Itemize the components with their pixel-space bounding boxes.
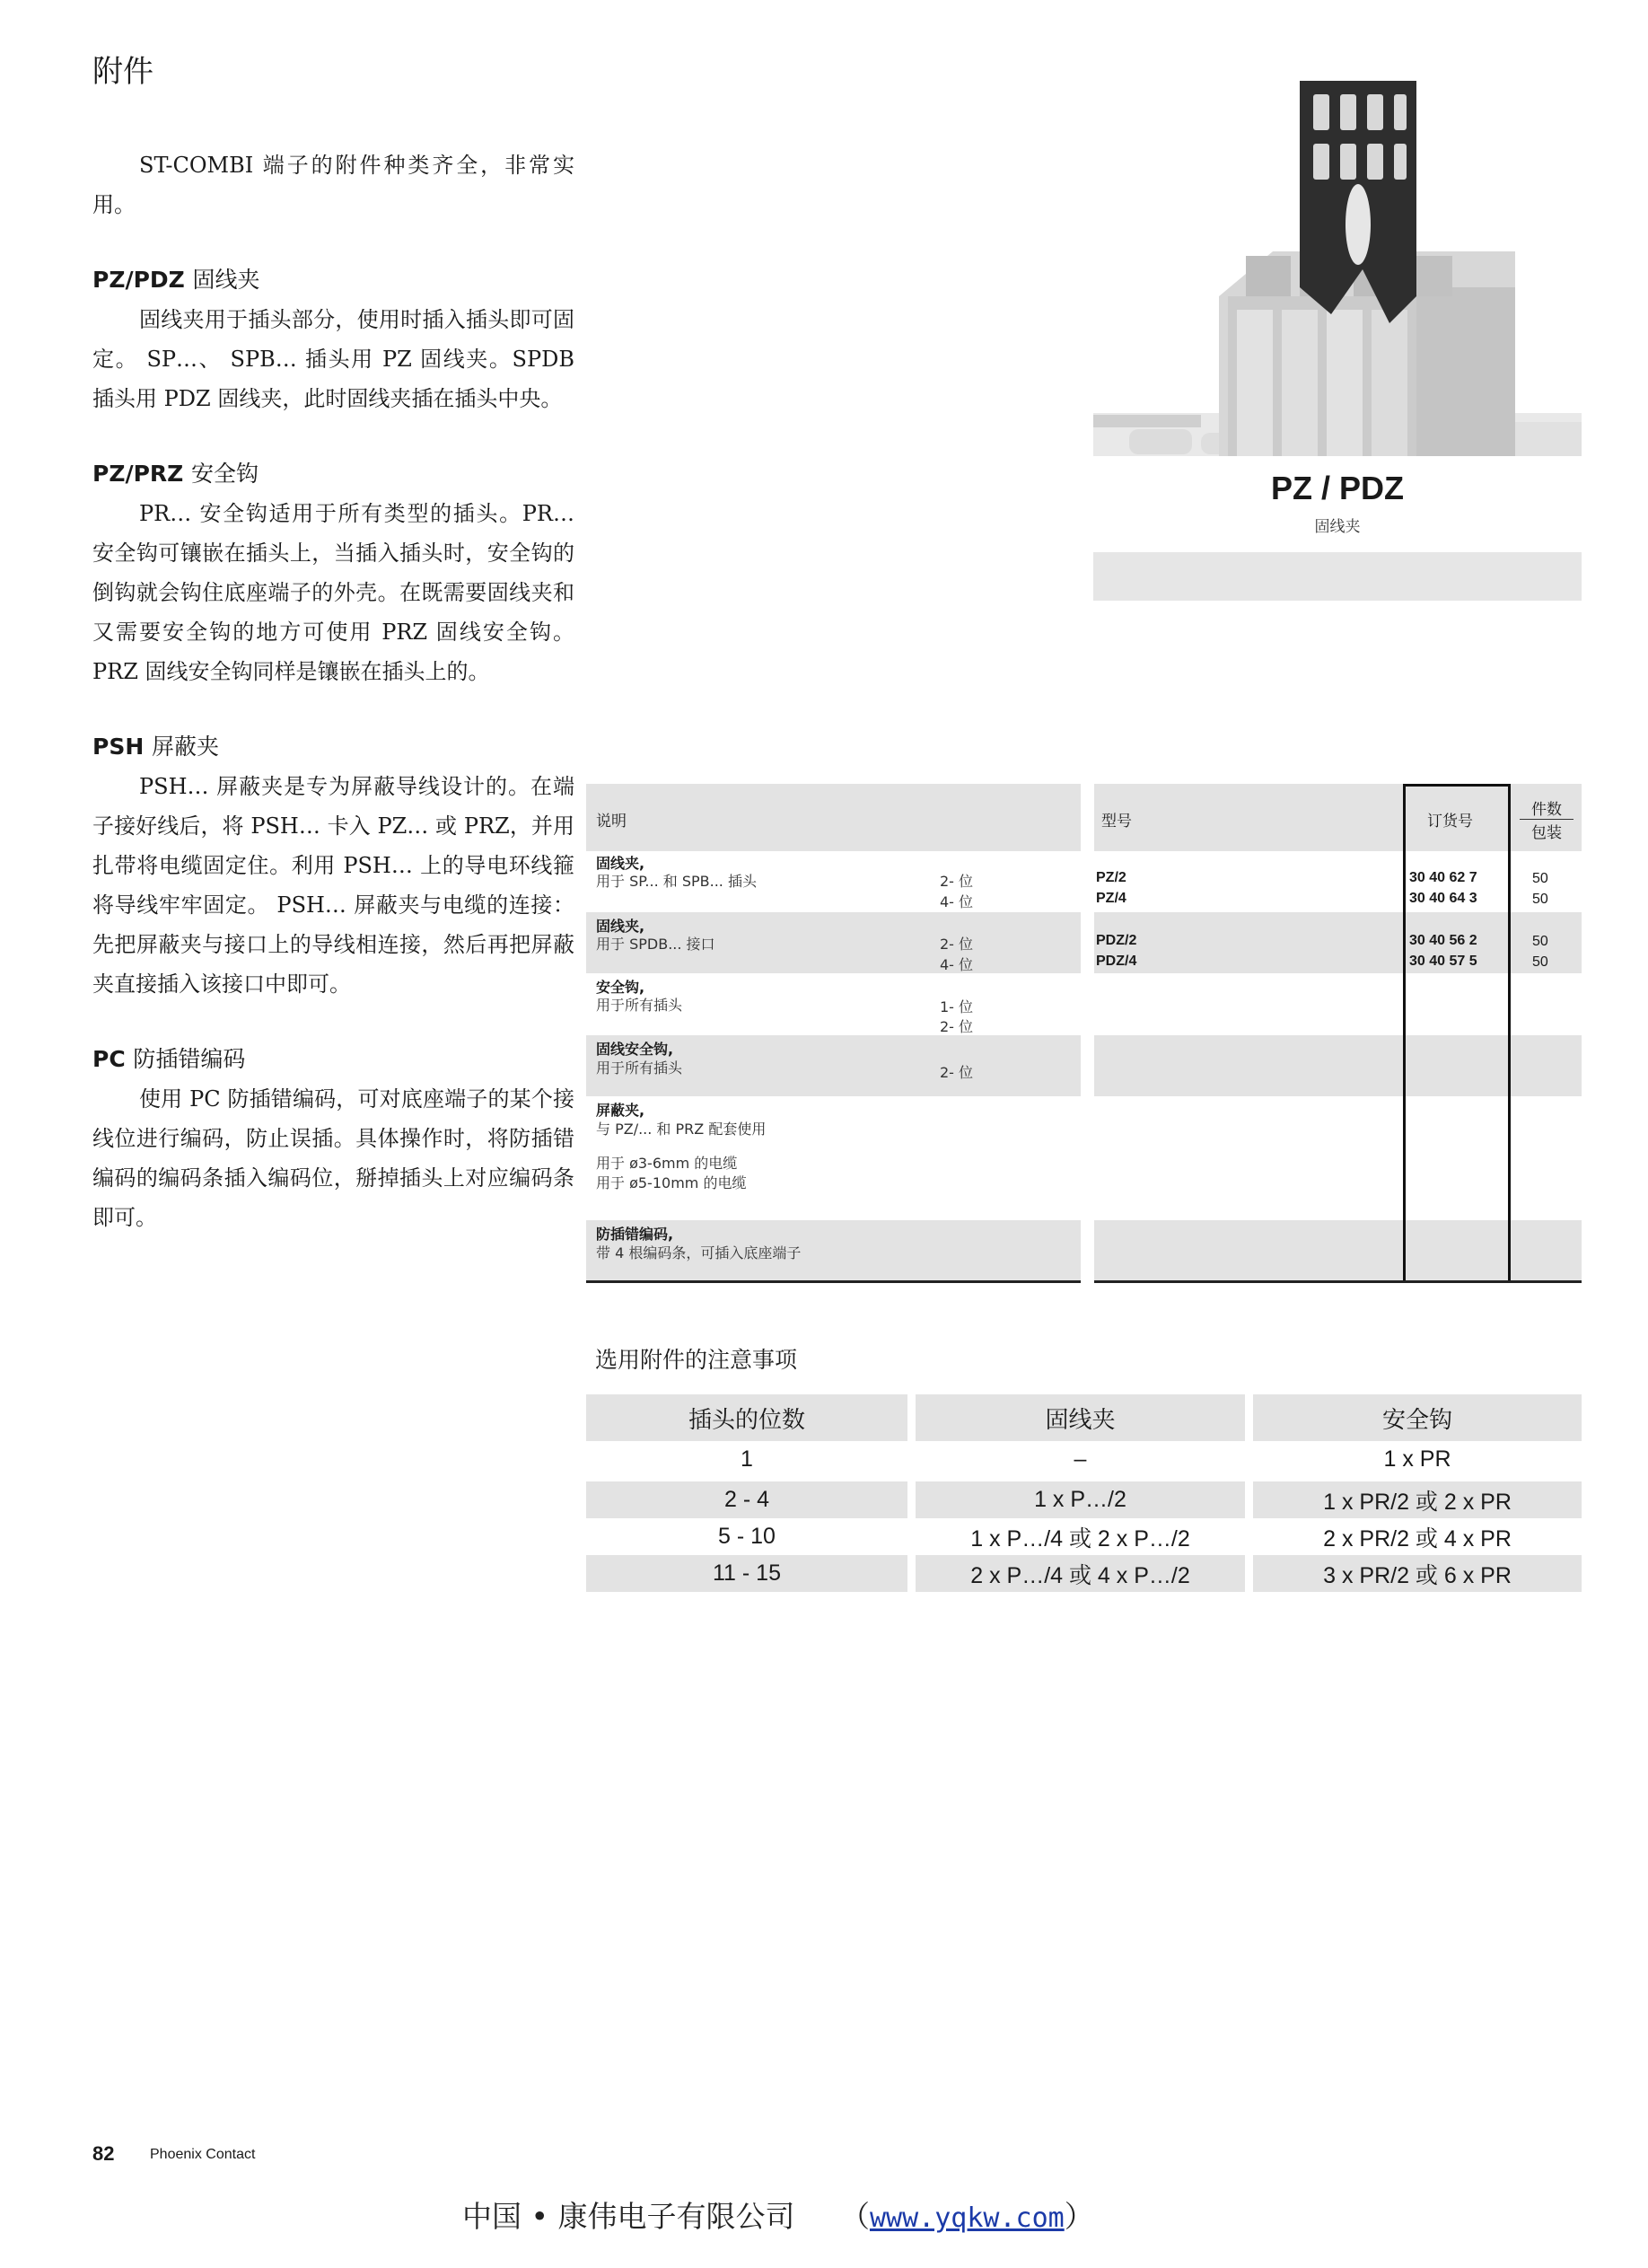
desc-line: 用于 SPDB... 接口	[596, 936, 715, 953]
header-pack: 包装	[1531, 824, 1562, 842]
type-code: PDZ/2	[1096, 933, 1137, 948]
notes-cell: 1 x P…/2	[916, 1481, 1245, 1518]
section-pc	[92, 1043, 574, 1237]
desc-title: 屏蔽夹,	[596, 1102, 645, 1119]
desc-line: 用于所有插头	[596, 1059, 683, 1077]
notes-row	[586, 1481, 1582, 1518]
desc-line: 用于 ø5-10mm 的电缆	[596, 1174, 747, 1191]
product-image	[1093, 81, 1582, 456]
notes-cell: 3 x PR/2 或 6 x PR	[1253, 1555, 1582, 1592]
notes-header: 安全钩	[1253, 1394, 1582, 1441]
notes-table	[586, 1394, 1582, 1592]
pack-qty: 50	[1532, 934, 1548, 949]
position: 2- 位	[940, 936, 974, 953]
desc-title: 防插错编码,	[596, 1226, 674, 1243]
notes-cell: 5 - 10	[718, 1524, 776, 1549]
section-heading: PZ/PDZ 固线夹	[92, 267, 260, 293]
position: 2- 位	[940, 1064, 974, 1081]
product-subtitle: 固线夹	[1314, 518, 1361, 536]
caption-bar	[1093, 552, 1582, 601]
desc-line: 与 PZ/... 和 PRZ 配套使用	[596, 1121, 767, 1138]
intro-paragraph: ST-COMBI 端子的附件种类齐全，非常实用。	[92, 153, 574, 217]
section-body: PR… 安全钩适用于所有类型的插头。PR… 安全钩可镶嵌在插头上，当插入插头时，安全钩的倒钩就会钩住底座端子的外壳。在既需要固线夹和又需要安全钩的地方可使用 PRZ 固线安全钩。 PRZ 固线安全钩同样是镶嵌在插头上的。	[92, 501, 574, 684]
website-link[interactable]: www.yqkw.com	[869, 2202, 1065, 2234]
brand-name: Phoenix Contact	[150, 2147, 256, 2162]
type-code: PZ/2	[1096, 870, 1126, 885]
notes-header-row	[586, 1394, 1582, 1441]
desc-line: 用于 ø3-6mm 的电缆	[596, 1155, 738, 1172]
notes-title: 选用附件的注意事项	[595, 1347, 798, 1373]
desc-line: 带 4 根编码条，可插入底座端子	[596, 1244, 802, 1261]
notes-cell: 1 x PR	[1383, 1446, 1451, 1472]
paren-close: ）	[1064, 2199, 1094, 2234]
notes-cell: 11 - 15	[586, 1555, 907, 1592]
type-code: PZ/4	[1096, 891, 1126, 906]
section-body: 使用 PC 防插错编码，可对底座端子的某个接线位进行编码，防止误插。具体操作时，将防插错编码的编码条插入编码位，掰掉插头上对应编码条即可。	[92, 1086, 574, 1230]
product-caption	[1093, 469, 1582, 536]
desc-title: 安全钩,	[596, 979, 645, 996]
notes-cell: –	[1074, 1446, 1087, 1472]
pack-qty: 50	[1532, 892, 1548, 907]
section-psh	[92, 731, 574, 1004]
page-number: 82	[92, 2142, 115, 2165]
section-heading: PZ/PRZ 安全钩	[92, 461, 259, 487]
header-description: 说明	[596, 813, 627, 831]
header-order-no: 订货号	[1427, 813, 1473, 831]
position: 1- 位	[940, 998, 974, 1015]
desc-line: 用于所有插头	[596, 997, 683, 1014]
order-number: 30 40 62 7	[1409, 870, 1477, 885]
pack-qty: 50	[1532, 871, 1548, 886]
position: 4- 位	[940, 893, 974, 910]
order-number: 30 40 64 3	[1409, 891, 1477, 906]
footer-company	[462, 2193, 1094, 2236]
header-pack-qty: 件数	[1520, 796, 1573, 820]
notes-row	[586, 1518, 1582, 1555]
page-title: 附件	[92, 54, 153, 90]
desc-title: 固线安全钩,	[596, 1041, 674, 1058]
desc-title: 固线夹,	[596, 918, 645, 935]
notes-row	[586, 1441, 1582, 1478]
notes-header: 固线夹	[916, 1394, 1245, 1441]
notes-row	[586, 1555, 1582, 1592]
desc-title: 固线夹,	[596, 855, 645, 872]
product-code: PZ / PDZ	[1270, 470, 1404, 506]
section-heading: PC 防插错编码	[92, 1046, 246, 1072]
section-pz-pdz	[92, 264, 574, 418]
notes-cell: 2 - 4	[586, 1481, 907, 1518]
section-body: PSH… 屏蔽夹是专为屏蔽导线设计的。在端子接好线后，将 PSH… 卡入 PZ… 或 PRZ，并用扎带将电缆固定住。利用 PSH… 上的导电环线箍将导线牢牢固定。 PSH… 屏蔽夹与电缆的连接：先把屏蔽夹与接口上的导线相连接，然后再把屏蔽夹直接插入该接口中即可。	[92, 774, 574, 997]
order-number: 30 40 56 2	[1409, 933, 1477, 948]
type-code: PDZ/4	[1096, 954, 1137, 969]
position: 2- 位	[940, 873, 974, 890]
description-column	[92, 145, 574, 1237]
notes-cell: 2 x PR/2 或 4 x PR	[1323, 1525, 1512, 1552]
order-table	[586, 784, 1582, 1283]
notes-cell: 1	[741, 1446, 753, 1472]
section-heading: PSH 屏蔽夹	[92, 734, 219, 760]
section-pz-prz	[92, 458, 574, 691]
notes-cell: 2 x P…/4 或 4 x P…/2	[916, 1555, 1245, 1592]
position: 2- 位	[940, 1018, 974, 1035]
paren-open: （	[839, 2199, 870, 2234]
company-name: 中国 • 康伟电子有限公司	[462, 2199, 795, 2234]
pack-qty: 50	[1532, 954, 1548, 970]
section-body: 固线夹用于插头部分，使用时插入插头即可固定。 SP…、 SPB… 插头用 PZ 固线夹。SPDB 插头用 PDZ 固线夹，此时固线夹插在插头中央。	[92, 307, 574, 411]
notes-cell: 1 x PR/2 或 2 x PR	[1253, 1481, 1582, 1518]
notes-header: 插头的位数	[586, 1394, 907, 1441]
desc-line: 用于 SP... 和 SPB... 插头	[596, 873, 757, 890]
header-type: 型号	[1101, 813, 1132, 831]
order-number: 30 40 57 5	[1409, 954, 1477, 969]
notes-cell: 1 x P…/4 或 2 x P…/2	[970, 1525, 1190, 1552]
position: 4- 位	[940, 956, 974, 973]
